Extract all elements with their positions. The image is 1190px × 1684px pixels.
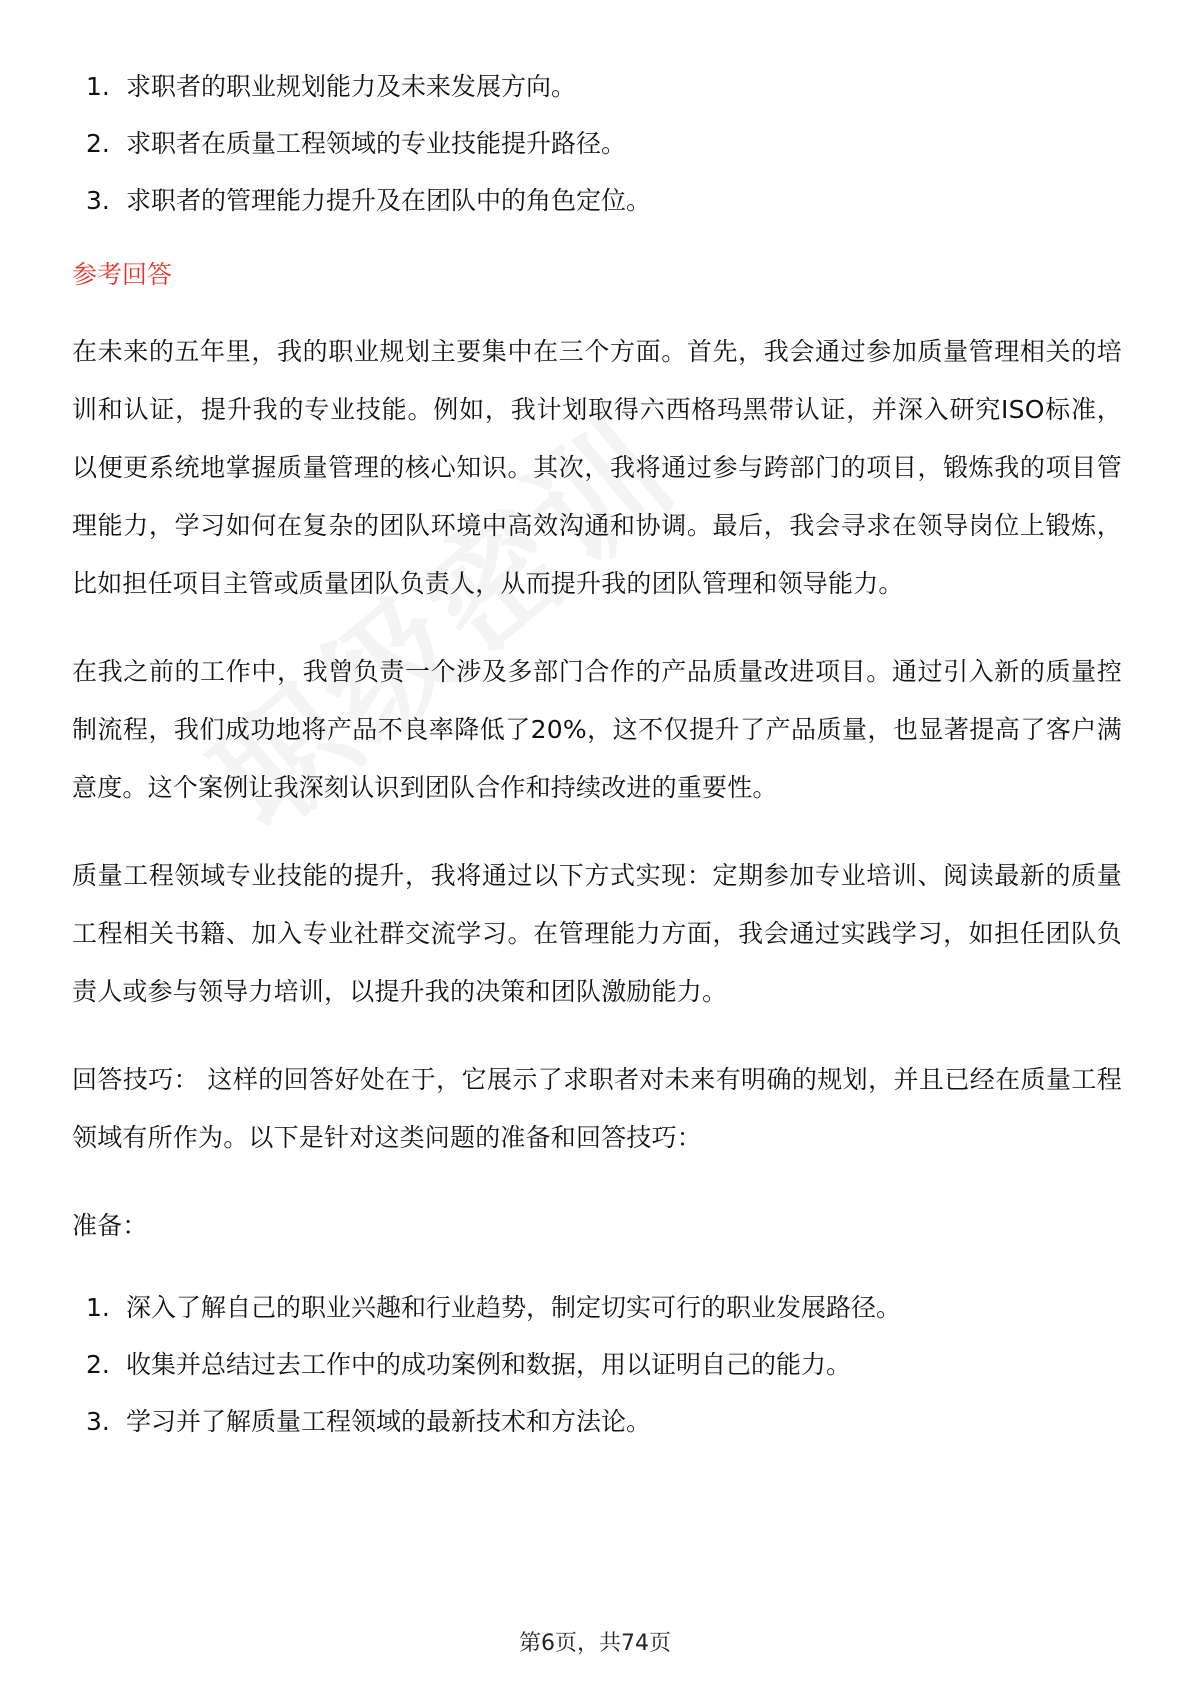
- list-number: 3.: [86, 1407, 110, 1436]
- list-item: [72, 115, 1122, 172]
- answer-paragraph: 在我之前的工作中，我曾负责一个涉及多部门合作的产品质量改进项目。通过引入新的质量控制流程，我们成功地将产品不良率降低了20%，这不仅提升了产品质量，也显著提高了客户满意度。这个案例让我深刻认识到团队合作和持续改进的重要性。: [72, 657, 1122, 802]
- list-item: [72, 172, 1122, 229]
- list-number: 3.: [86, 186, 110, 215]
- list-item-text: 求职者在质量工程领域的专业技能提升路径。: [126, 129, 627, 158]
- reference-answer-heading: 参考回答: [72, 260, 173, 289]
- answer-paragraph: 质量工程领域专业技能的提升，我将通过以下方式实现：定期参加专业培训、阅读最新的质量工程相关书籍、加入专业社群交流学习。在管理能力方面，我会通过实践学习，如担任团队负责人或参与领导力培训，以提升我的决策和团队激励能力。: [72, 861, 1122, 1006]
- list-item-text: 学习并了解质量工程领域的最新技术和方法论。: [126, 1407, 652, 1436]
- list-number: 2.: [86, 1350, 110, 1379]
- list-item-text: 收集并总结过去工作中的成功案例和数据，用以证明自己的能力。: [126, 1350, 852, 1379]
- list-item: [72, 1336, 1122, 1393]
- question-focus-list: [72, 58, 1122, 229]
- answer-paragraph: 在未来的五年里，我的职业规划主要集中在三个方面。首先，我会通过参加质量管理相关的培训和认证，提升我的专业技能。例如，我计划取得六西格玛黑带认证，并深入研究ISO标准，以便更系统地掌握质量管理的核心知识。其次，我将通过参与跨部门的项目，锻炼我的项目管理能力，学习如何在复杂的团队环境中高效沟通和协调。最后，我会寻求在领导岗位上锻炼，比如担任项目主管或质量团队负责人，从而提升我的团队管理和领导能力。: [72, 337, 1122, 598]
- list-number: 2.: [86, 129, 110, 158]
- answer-tips-paragraph: 回答技巧： 这样的回答好处在于，它展示了求职者对未来有明确的规划，并且已经在质量工程领域有所作为。以下是针对这类问题的准备和回答技巧：: [72, 1065, 1122, 1152]
- list-item-text: 求职者的管理能力提升及在团队中的角色定位。: [126, 186, 652, 215]
- page-number-footer: 第6页，共74页: [519, 1631, 671, 1656]
- list-number: 1.: [86, 72, 110, 101]
- page-content: [72, 58, 1122, 1450]
- list-item-text: 求职者的职业规划能力及未来发展方向。: [126, 72, 577, 101]
- list-number: 1.: [86, 1293, 110, 1322]
- list-item: [72, 1393, 1122, 1450]
- preparation-label: 准备：: [72, 1211, 148, 1240]
- list-item-text: 深入了解自己的职业兴趣和行业趋势，制定切实可行的职业发展路径。: [126, 1293, 902, 1322]
- list-item: [72, 58, 1122, 115]
- list-item: [72, 1279, 1122, 1336]
- preparation-list: [72, 1279, 1122, 1450]
